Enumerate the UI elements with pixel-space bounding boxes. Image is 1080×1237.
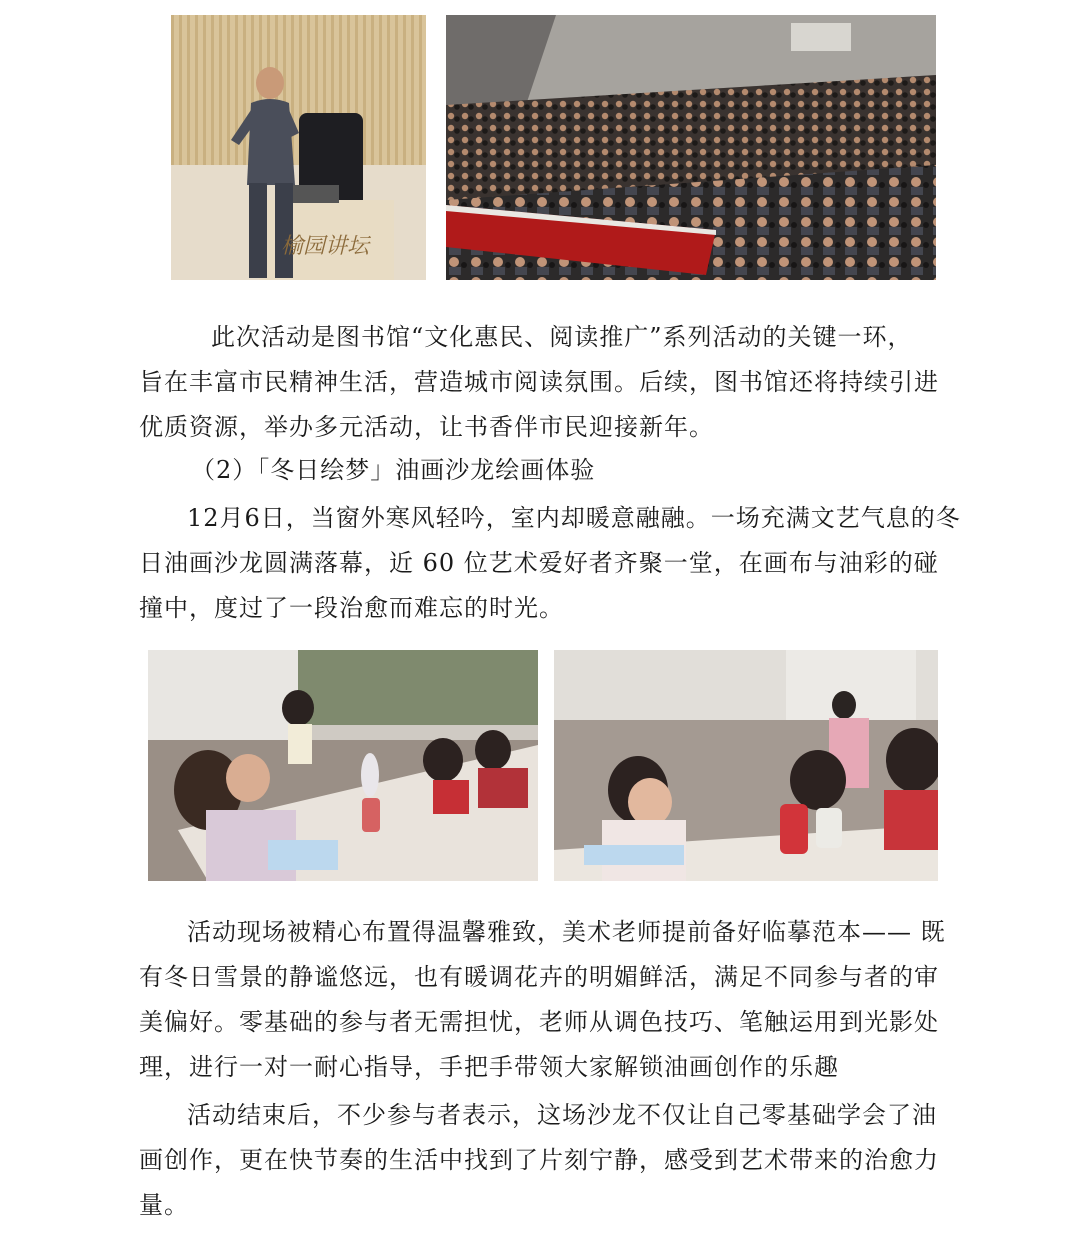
- speaker-photo: [171, 15, 426, 280]
- closing-line: 量。: [139, 1191, 189, 1219]
- painting-class-photo-1: [148, 650, 538, 881]
- scene-paragraph: [139, 910, 959, 1090]
- closing-line: 画创作，更在快节奏的生活中找到了片刻宁静，感受到艺术带来的治愈力: [139, 1146, 939, 1174]
- intro-paragraph: [139, 315, 959, 450]
- intro-line: 优质资源，举办多元活动，让书香伴市民迎接新年。: [139, 413, 714, 441]
- intro-line: 此次活动是图书馆“文化惠民、阅读推广”系列活动的关键一环，: [211, 323, 913, 351]
- banner-text: 榆园讲坛: [281, 234, 370, 259]
- closing-line: 活动结束后，不少参与者表示，这场沙龙不仅让自己零基础学会了油: [187, 1101, 937, 1129]
- closing-paragraph: [139, 1093, 959, 1228]
- audience-photo: [446, 15, 936, 280]
- scene-line: 有冬日雪景的静谧悠远，也有暖调花卉的明媚鲜活，满足不同参与者的审: [139, 963, 939, 991]
- section-heading: [139, 448, 959, 493]
- intro-line: 旨在丰富市民精神生活，营造城市阅读氛围。后续，图书馆还将持续引进: [139, 368, 939, 396]
- scene-line: 活动现场被精心布置得温馨雅致，美术老师提前备好临摹范本—— 既: [187, 918, 946, 946]
- section-heading-text: （2）「冬日绘梦」油画沙龙绘画体验: [191, 456, 596, 484]
- event-line: 撞中，度过了一段治愈而难忘的时光。: [139, 594, 564, 622]
- event-line: 12月6日，当窗外寒风轻吟，室内却暖意融融。一场充满文艺气息的冬: [187, 504, 961, 532]
- event-line: 日油画沙龙圆满落幕，近 60 位艺术爱好者齐聚一堂，在画布与油彩的碰: [139, 549, 939, 577]
- scene-line: 美偏好。零基础的参与者无需担忧，老师从调色技巧、笔触运用到光影处: [139, 1008, 939, 1036]
- painting-class-photo-2: [554, 650, 938, 881]
- scene-line: 理，进行一对一耐心指导，手把手带领大家解锁油画创作的乐趣: [139, 1053, 839, 1081]
- event-paragraph: [139, 496, 959, 631]
